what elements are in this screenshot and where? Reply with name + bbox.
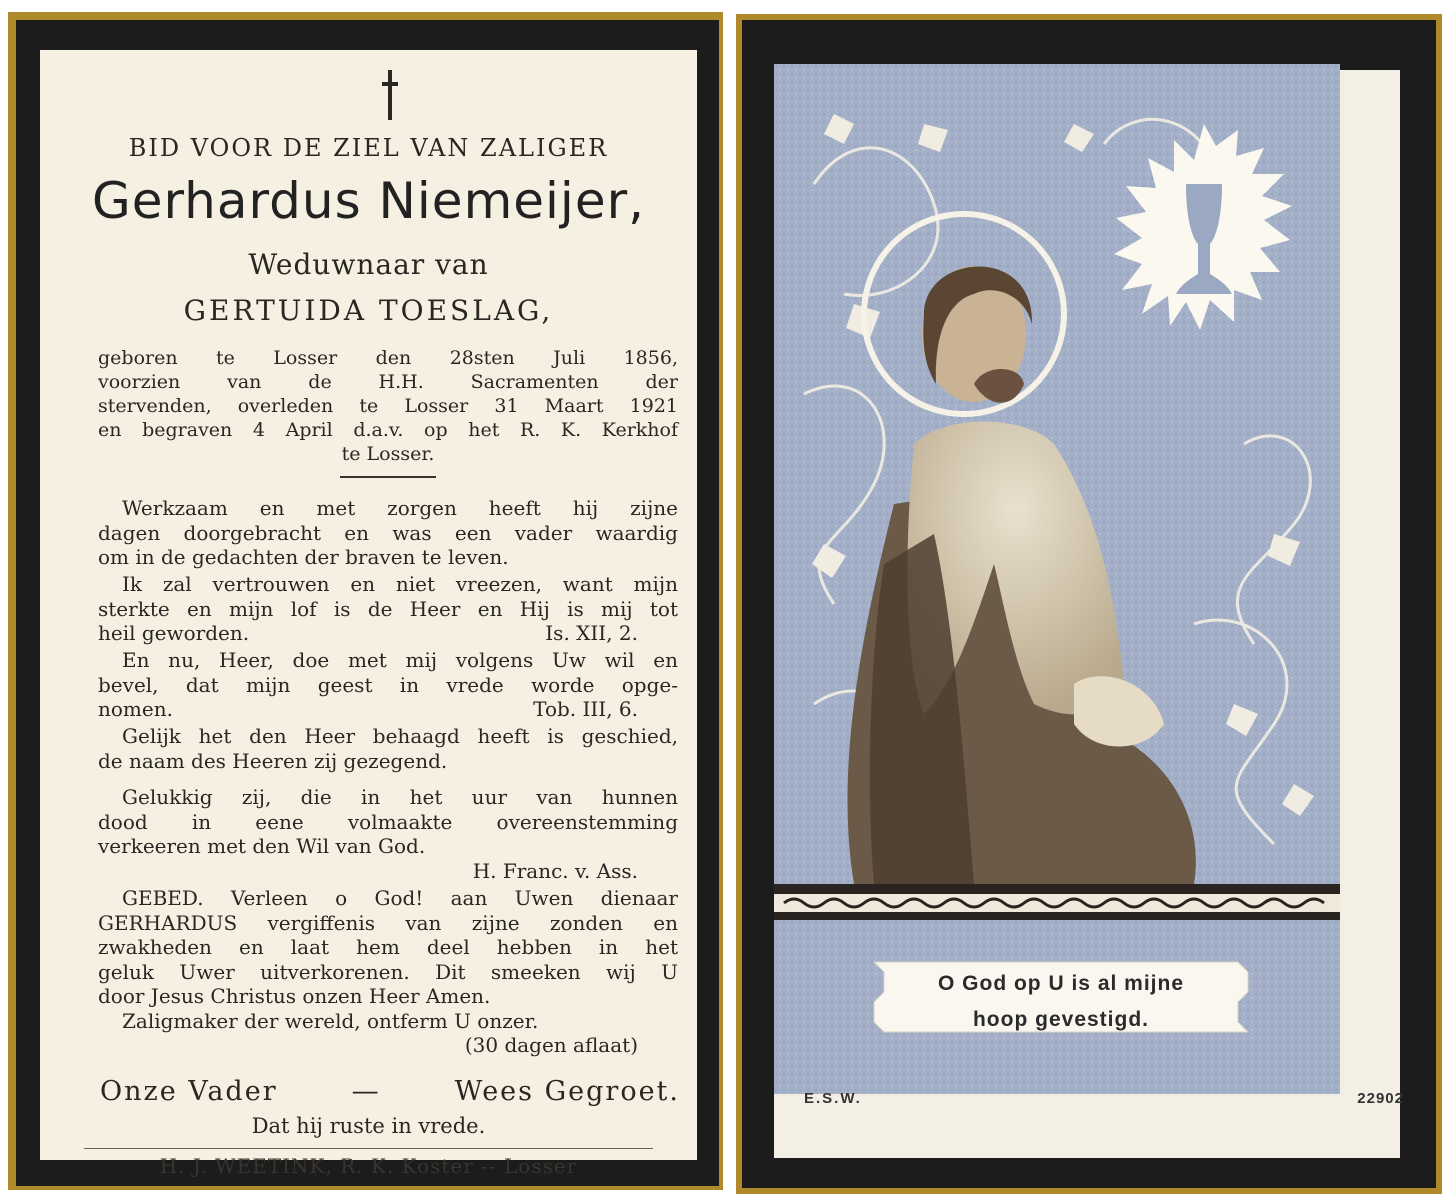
prayer-hail-mary: Wees Gegroet. (454, 1076, 680, 1107)
divider (340, 476, 436, 478)
mourning-border (742, 20, 1436, 1188)
relation-text: Weduwnaar van (248, 248, 489, 281)
bio-line: en begraven 4 April d.a.v. op het R. K. Kerkhof (98, 419, 678, 441)
text-line: zwakheden en laat hem deel hebben in het (98, 935, 678, 959)
text-line: GEBED. Verleen o God! aan Uwen dienaar (122, 886, 678, 910)
bio-line: geboren te Losser den 28sten Juli 1856, (98, 347, 678, 369)
memorial-card-text-side (8, 12, 723, 1190)
band-scroll (774, 894, 1340, 912)
text-line: dood in eene volmaakte overeenstemming (98, 809, 678, 834)
biography (98, 346, 678, 466)
bio-line: stervenden, overleden te Losser 31 Maart 1921 (98, 395, 678, 417)
motto-line-1: O God op U is al mijne (937, 972, 1185, 995)
cross-icon (382, 70, 398, 120)
printer-line: H. J. WEETINK, R. K. Koster -- Losser (159, 1154, 578, 1178)
memorial-card-image-side (736, 14, 1442, 1194)
citation: Tob. III, 6. (533, 697, 638, 721)
citation: Is. XII, 2. (545, 621, 638, 645)
text-line: GERHARDUS vergiffenis van zijne zonden en (98, 910, 678, 935)
spouse-name: GERTUIDA TOESLAG, (183, 294, 554, 327)
text-line: om in de gedachten der braven te leven. (98, 545, 509, 569)
publisher-mark: E.S.W. (804, 1090, 862, 1107)
motto-line-2: hoop gevestigd. (972, 1008, 1149, 1031)
text-line: de naam des Heeren zij gezegend. (98, 748, 448, 773)
bio-line: te Losser. (341, 443, 435, 465)
deceased-name: Gerhardus Niemeijer, (91, 172, 646, 230)
devotional-illustration (774, 64, 1340, 1104)
text-line: dagen doorgebracht en was een vader waardig (98, 520, 678, 545)
text-line (98, 697, 678, 722)
paragraph-2 (98, 572, 678, 646)
prayer-paragraph (98, 886, 678, 1058)
prayer-our-father: Onze Vader (100, 1076, 278, 1107)
text-line (98, 621, 678, 646)
prayers-line (100, 1076, 680, 1107)
paragraph-5 (98, 785, 678, 883)
text-line: Ik zal vertrouwen en niet vreezen, want mijn (122, 572, 678, 596)
citation: H. Franc. v. Ass. (472, 858, 638, 883)
card-paper (40, 50, 697, 1178)
band-top (774, 884, 1340, 894)
motto-cartouche (870, 952, 1252, 1044)
text-line: Werkzaam en met zorgen heeft hij zijne (122, 496, 678, 520)
prayer-dash: — (351, 1076, 381, 1107)
text-line: verkeeren met den Wil van God. (98, 834, 426, 858)
text-line: geluk Uwer uitverkorenen. Dit smeeken wij U (98, 959, 678, 984)
print-number: 22902 (1357, 1090, 1404, 1107)
text-line: door Jesus Christus onzen Heer Amen. (98, 984, 491, 1008)
text-line-left: nomen. (98, 697, 173, 721)
rest-in-peace: Dat hij ruste in vrede. (251, 1114, 486, 1138)
band-bottom (774, 912, 1340, 920)
text-line: Gelijk het den Heer behaagd heeft is geschied, (122, 724, 678, 748)
illustration-svg (774, 64, 1340, 1104)
text-line-left: heil geworden. (98, 621, 250, 645)
footer-rule (84, 1148, 653, 1149)
paragraph-4 (98, 724, 678, 773)
mourning-border (16, 20, 719, 1186)
header-text: BID VOOR DE ZIEL VAN ZALIGER (128, 134, 609, 162)
text-line: En nu, Heer, doe met mij volgens Uw wil en (122, 648, 678, 672)
text-line: sterkte en mijn lof is de Heer en Hij is mij tot (98, 596, 678, 621)
text-line: Zaligmaker der wereld, ontferm U onzer. (122, 1008, 539, 1033)
paragraph-3 (98, 648, 678, 722)
indulgence-note: (30 dagen aflaat) (464, 1033, 638, 1057)
text-line: Gelukkig zij, die in het uur van hunnen (122, 785, 678, 809)
text-line: bevel, dat mijn geest in vrede worde opge- (98, 672, 678, 697)
paragraph-1 (98, 496, 678, 570)
bio-line: voorzien van de H.H. Sacramenten der (98, 371, 678, 393)
